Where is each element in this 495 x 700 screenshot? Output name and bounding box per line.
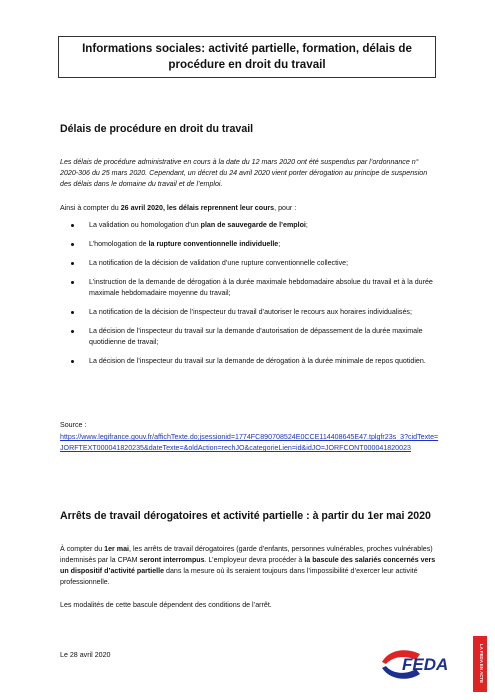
bullet-list <box>60 220 440 375</box>
list-item <box>60 220 440 231</box>
modalites-paragraph: Les modalités de cette bascule dépendent des conditions de l’arrêt. <box>60 601 272 609</box>
list-item-text: L’homologation de <box>89 240 149 248</box>
source-link[interactable]: https://www.legifrance.gouv.fr/affichTexte.do;jsessionid=1774FC890708524E0CCE114408645E47.tplgfr23s_3?cidTexte=JORFTEXT000041820235&dateTexte=&oldAction=rechJO&categorieLien=id&idJO=JORFCONT000041820023 <box>60 433 439 452</box>
intro-italic-paragraph: Les délais de procédure administrative en cours à la date du 12 mars 2020 ont été suspendus par l’ordonnance n° 2020-306 du 25 mars 2020. Cependant, un décret du 24 avril 2020 vient porter dérogation au principe de suspension des délais dans le domaine du travail et de l’emploi. <box>60 158 428 188</box>
list-item-text: L’instruction de la demande de dérogation à la durée maximale hebdomadaire absolue du travail et à la durée maximale hebdomadaire moyenne du travail; <box>89 278 433 297</box>
list-item <box>60 258 440 269</box>
bullet-icon <box>71 224 74 227</box>
bullet-icon <box>71 262 74 265</box>
arrets-text-1: À compter du <box>60 545 105 553</box>
list-item-suffix: ; <box>278 240 281 248</box>
intro-paragraph <box>60 203 436 214</box>
list-item <box>60 239 440 250</box>
section-heading-delais: Délais de procédure en droit du travail <box>60 123 254 135</box>
arrets-paragraph <box>60 544 436 588</box>
arrets-bold-3: la bascule des salariés concernés vers un dispositif d’activité partielle <box>60 556 436 575</box>
list-item-text: La décision de l’inspecteur du travail sur la demande d’autorisation de dépassement de la durée maximale quotidienne de travail; <box>89 327 423 346</box>
list-item-text: La décision de l’inspecteur du travail sur la demande de dérogation à la durée minimale de repos quotidien. <box>89 357 426 365</box>
bullet-icon <box>71 311 74 314</box>
bullet-icon <box>71 243 74 246</box>
arrets-text-3: . L’employeur devra procéder à <box>204 556 305 564</box>
bullet-icon <box>71 281 74 284</box>
arrets-text-2: , les arrêts de travail dérogatoires (garde d’enfants, personnes vulnérables, proches vulnérables) indemnisés par la CPAM <box>60 545 433 564</box>
bullet-icon <box>71 330 74 333</box>
list-item-text: La notification de la décision de l’inspecteur du travail d’autoriser le recours aux horaires individualisés; <box>89 308 412 316</box>
list-item <box>60 307 440 318</box>
list-item-bold: la rupture conventionnelle individuelle <box>148 240 279 248</box>
list-item-bold: plan de sauvegarde de l’emploi <box>200 221 306 229</box>
arrets-text-4: dans la mesure où ils seraient toujours dans l’impossibilité d’exercer leur activité professionnelle. <box>60 567 418 586</box>
intro-prefix: Ainsi à compter du <box>60 204 121 212</box>
list-item-text: La validation ou homologation d’un <box>89 221 201 229</box>
footer-date: Le 28 avril 2020 <box>60 651 111 659</box>
source-label: Source : <box>60 421 87 429</box>
list-item <box>60 356 440 367</box>
bullet-icon <box>71 360 74 363</box>
document-title-box <box>58 36 436 78</box>
arrets-bold-2: seront interrompus <box>139 556 205 564</box>
arrets-bold-1: 1er mai <box>104 545 130 553</box>
intro-suffix: , pour : <box>274 204 297 212</box>
list-item-text: La notification de la décision de validation d’une rupture conventionnelle collective; <box>89 259 349 267</box>
document-title: Informations sociales: activité partielle, formation, délais de procédure en droit du travail <box>82 42 412 71</box>
list-item-suffix: ; <box>305 221 308 229</box>
intro-bold: 26 avril 2020, les délais reprennent leur cours <box>120 204 275 212</box>
feda-logo-icon <box>378 634 488 694</box>
list-item <box>60 277 440 299</box>
logo-side-text: LA FEDA EN ACTE <box>479 644 484 684</box>
logo-wordmark: FEDA <box>402 655 449 674</box>
section-heading-arrets: Arrêts de travail dérogatoires et activité partielle : à partir du 1er mai 2020 <box>60 510 431 522</box>
list-item <box>60 326 440 348</box>
